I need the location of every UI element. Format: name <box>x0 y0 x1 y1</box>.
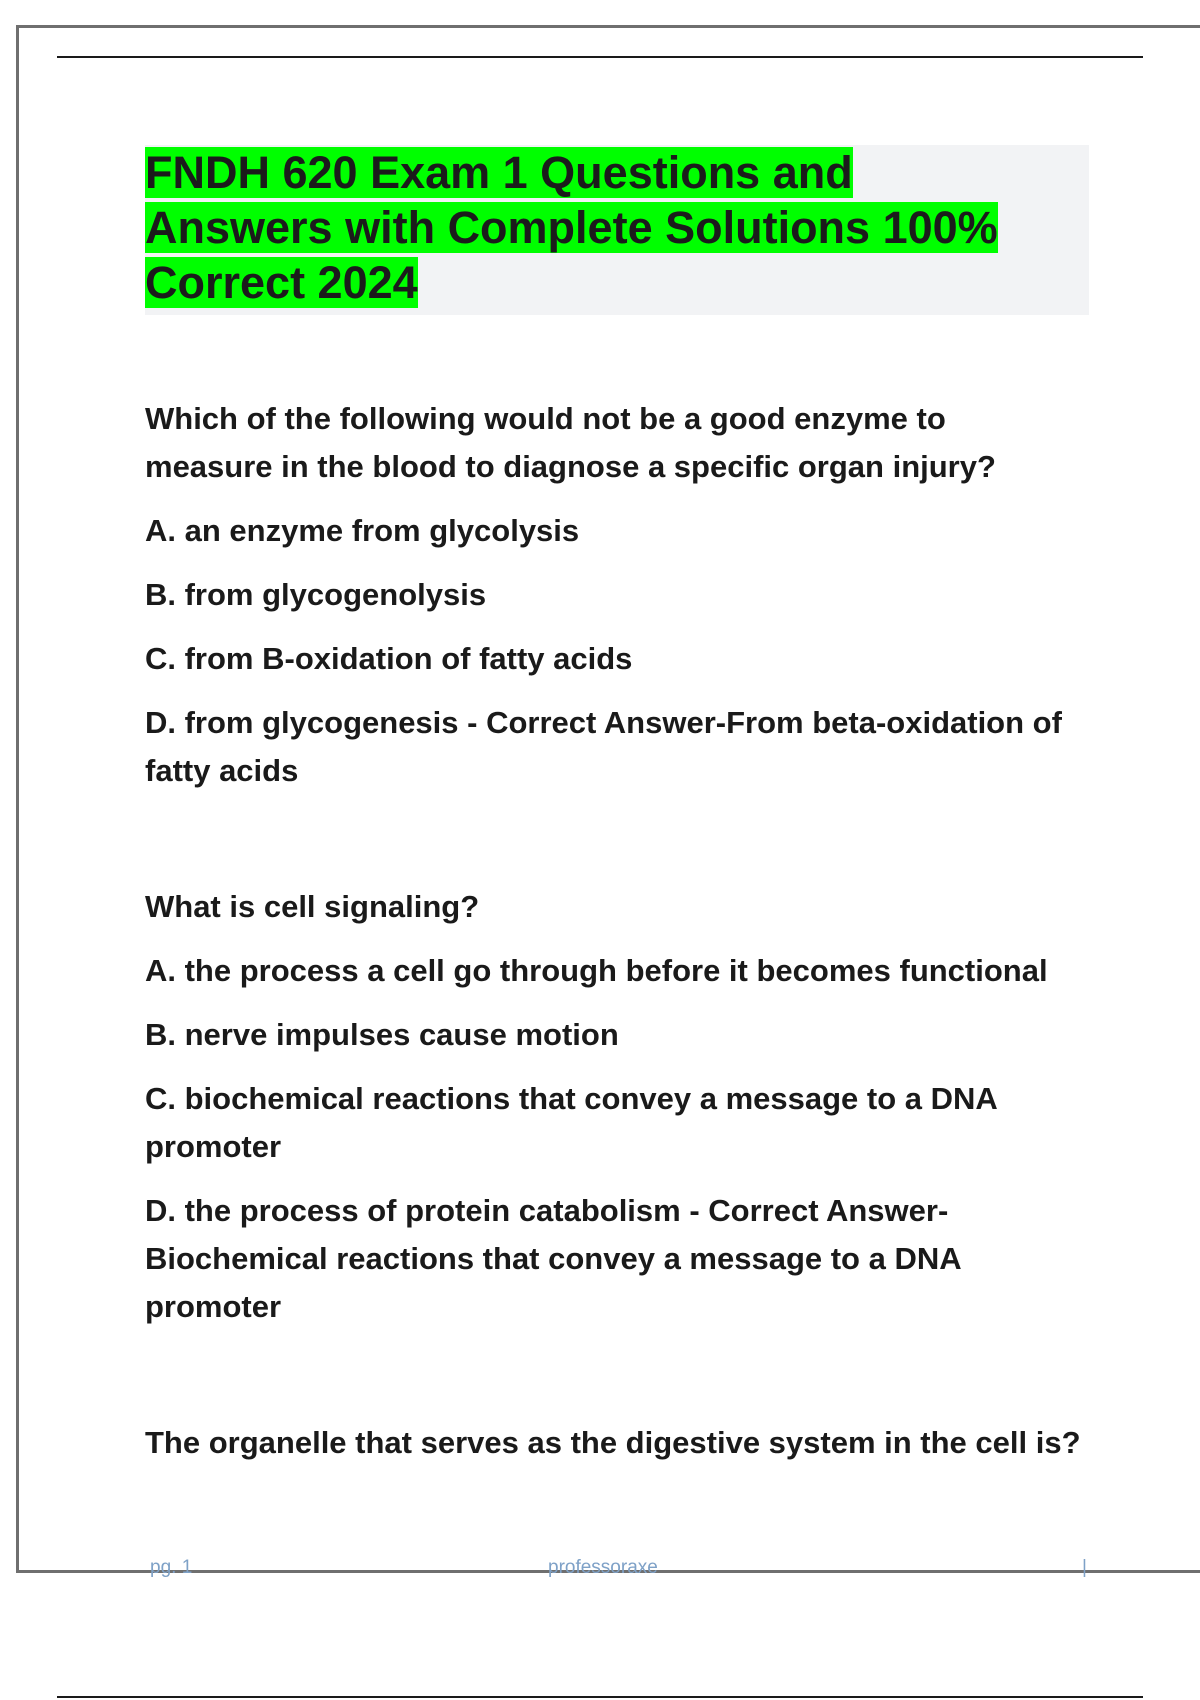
question-text: measure in the blood to diagnose a specific organ injury? <box>145 449 996 484</box>
option-text: B. nerve impulses cause motion <box>145 1017 619 1052</box>
answer-option <box>145 1075 1095 1171</box>
answer-option <box>145 571 1095 619</box>
answer-option <box>145 699 1095 795</box>
question-block <box>145 1419 1095 1467</box>
title-line: FNDH 620 Exam 1 Questions and <box>145 147 853 198</box>
question-text: The organelle that serves as the digestive system in the cell is? <box>145 1425 1081 1460</box>
option-text: D. from glycogenesis - Correct Answer-From beta-oxidation of <box>145 705 1062 740</box>
title-line: Answers with Complete Solutions 100% <box>145 202 998 253</box>
footer-mark: | <box>1082 1557 1087 1578</box>
option-text: D. the process of protein catabolism - Correct Answer- <box>145 1193 949 1228</box>
option-text: C. biochemical reactions that convey a message to a DNA <box>145 1081 998 1116</box>
question-text: Which of the following would not be a good enzyme to <box>145 401 946 436</box>
answer-option <box>145 635 1095 683</box>
answer-option <box>145 1187 1095 1331</box>
question-block <box>145 883 1095 1331</box>
title-block <box>145 145 1089 315</box>
question-list <box>145 395 1095 1467</box>
option-text: promoter <box>145 1289 282 1324</box>
footer-rule <box>57 1696 1143 1698</box>
answer-option <box>145 947 1095 995</box>
question-block <box>145 395 1095 795</box>
option-text: A. an enzyme from glycolysis <box>145 513 580 548</box>
page-number: pg. 1 <box>150 1557 193 1578</box>
answer-option <box>145 507 1095 555</box>
option-text: C. from B-oxidation of fatty acids <box>145 641 633 676</box>
document-title <box>145 145 1089 310</box>
header-rule <box>57 56 1143 58</box>
title-line: Correct 2024 <box>145 257 418 308</box>
footer-author: professoraxe <box>548 1557 658 1578</box>
option-text: A. the process a cell go through before it becomes functional <box>145 953 1048 988</box>
option-text: fatty acids <box>145 753 299 788</box>
page-footer <box>0 1555 1200 1585</box>
option-text: B. from glycogenolysis <box>145 577 487 612</box>
option-text: Biochemical reactions that convey a message to a DNA <box>145 1241 962 1276</box>
option-text: promoter <box>145 1129 282 1164</box>
answer-option <box>145 1011 1095 1059</box>
question-text: What is cell signaling? <box>145 889 480 924</box>
